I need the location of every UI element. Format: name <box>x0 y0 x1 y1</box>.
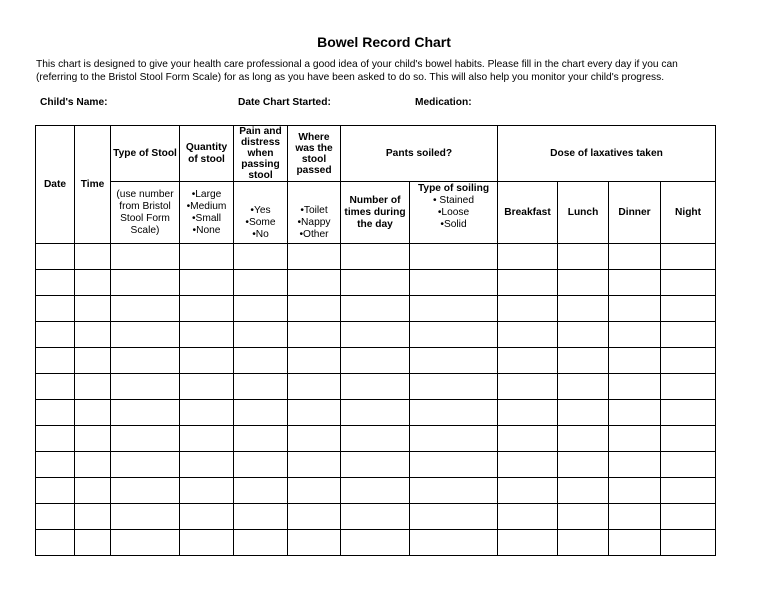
entry-cell[interactable] <box>36 478 75 504</box>
entry-cell[interactable] <box>609 504 661 530</box>
header-row-2 <box>36 182 716 244</box>
entry-cell[interactable] <box>558 322 609 348</box>
entry-cell[interactable] <box>498 530 558 556</box>
entry-cell[interactable] <box>234 400 288 426</box>
entry-cell[interactable] <box>111 504 180 530</box>
table-row <box>36 374 716 400</box>
entry-cell[interactable] <box>75 400 111 426</box>
table-row <box>36 426 716 452</box>
pain-option: •Yes <box>250 205 271 216</box>
entry-cell[interactable] <box>410 478 498 504</box>
entry-cell[interactable] <box>75 244 111 270</box>
entry-cell[interactable] <box>609 426 661 452</box>
header-pants-soiled: Pants soiled? <box>341 126 498 182</box>
entry-cell[interactable] <box>609 244 661 270</box>
entry-cell[interactable] <box>234 504 288 530</box>
soiling-option: •Loose <box>437 207 470 218</box>
entry-cell[interactable] <box>498 452 558 478</box>
entry-cell[interactable] <box>111 348 180 374</box>
where-option: •Toilet <box>300 205 328 216</box>
entry-cell[interactable] <box>341 530 410 556</box>
entry-cell[interactable] <box>36 400 75 426</box>
entry-cell[interactable] <box>234 348 288 374</box>
entry-cell[interactable] <box>288 400 341 426</box>
entry-cell[interactable] <box>75 504 111 530</box>
table-row <box>36 400 716 426</box>
header-type-of-stool: Type of Stool <box>111 126 180 182</box>
table-row <box>36 296 716 322</box>
entry-cell[interactable] <box>36 348 75 374</box>
entry-cell[interactable] <box>498 322 558 348</box>
type-note: (use number from Bristol Stool Form Scale) <box>111 182 180 244</box>
entry-cell[interactable] <box>341 478 410 504</box>
quantity-options <box>180 182 234 244</box>
entry-cell[interactable] <box>609 296 661 322</box>
entry-cell[interactable] <box>288 244 341 270</box>
entry-cell[interactable] <box>75 426 111 452</box>
entry-cell[interactable] <box>288 374 341 400</box>
pain-option: •Some <box>245 217 276 228</box>
entry-cell[interactable] <box>410 426 498 452</box>
entry-cell[interactable] <box>558 530 609 556</box>
entry-cell[interactable] <box>661 478 716 504</box>
entry-cell[interactable] <box>111 374 180 400</box>
entry-cell[interactable] <box>609 374 661 400</box>
entry-cell[interactable] <box>180 348 234 374</box>
entry-cell[interactable] <box>180 504 234 530</box>
entry-cell[interactable] <box>111 478 180 504</box>
entry-cell[interactable] <box>410 452 498 478</box>
header-row-1 <box>36 126 716 182</box>
entry-cell[interactable] <box>234 374 288 400</box>
entry-cell[interactable] <box>111 400 180 426</box>
entry-cell[interactable] <box>111 530 180 556</box>
entry-cell[interactable] <box>288 296 341 322</box>
entry-cell[interactable] <box>609 478 661 504</box>
entry-cell[interactable] <box>234 296 288 322</box>
entry-cell[interactable] <box>180 296 234 322</box>
entry-cell[interactable] <box>410 322 498 348</box>
entry-cell[interactable] <box>75 452 111 478</box>
entry-cell[interactable] <box>341 244 410 270</box>
entry-cell[interactable] <box>111 322 180 348</box>
entry-cell[interactable] <box>410 374 498 400</box>
entry-cell[interactable] <box>661 374 716 400</box>
entry-cell[interactable] <box>288 452 341 478</box>
entry-cell[interactable] <box>288 504 341 530</box>
header-where: Where was the stool passed <box>288 126 341 182</box>
entry-cell[interactable] <box>36 322 75 348</box>
table-row <box>36 478 716 504</box>
entry-cell[interactable] <box>75 530 111 556</box>
quantity-option: •Small <box>191 212 222 224</box>
entry-cell[interactable] <box>410 244 498 270</box>
medication-label: Medication: <box>415 97 472 108</box>
quantity-option: •None <box>192 224 221 236</box>
header-lunch: Lunch <box>558 182 609 244</box>
where-options <box>288 182 341 244</box>
entry-cell[interactable] <box>234 478 288 504</box>
entry-cell[interactable] <box>75 296 111 322</box>
entry-cell[interactable] <box>609 530 661 556</box>
header-times-per-day: Number of times during the day <box>341 182 410 244</box>
entry-cell[interactable] <box>180 322 234 348</box>
entry-cell[interactable] <box>558 478 609 504</box>
entry-cell[interactable] <box>661 244 716 270</box>
entry-cell[interactable] <box>234 322 288 348</box>
entry-cell[interactable] <box>661 400 716 426</box>
entry-cell[interactable] <box>288 478 341 504</box>
entry-cell[interactable] <box>111 452 180 478</box>
header-soiling-type: Type of soiling <box>417 183 490 194</box>
entry-cell[interactable] <box>558 452 609 478</box>
entry-cell[interactable] <box>234 270 288 296</box>
entry-cell[interactable] <box>341 374 410 400</box>
entry-cell[interactable] <box>36 504 75 530</box>
soiling-option: •Solid <box>440 219 467 230</box>
entry-cell[interactable] <box>234 530 288 556</box>
entry-cell[interactable] <box>410 270 498 296</box>
child-name-label: Child's Name: <box>40 97 108 108</box>
pain-options <box>234 182 288 244</box>
entry-cell[interactable] <box>661 322 716 348</box>
entry-cell[interactable] <box>75 322 111 348</box>
entry-cell[interactable] <box>661 348 716 374</box>
entry-cell[interactable] <box>234 426 288 452</box>
entry-cell[interactable] <box>661 452 716 478</box>
entry-cell[interactable] <box>498 478 558 504</box>
table-body <box>36 244 716 556</box>
header-laxatives: Dose of laxatives taken <box>498 126 716 182</box>
entry-cell[interactable] <box>111 244 180 270</box>
entry-cell[interactable] <box>558 296 609 322</box>
entry-cell[interactable] <box>558 348 609 374</box>
entry-cell[interactable] <box>498 244 558 270</box>
entry-cell[interactable] <box>180 452 234 478</box>
entry-cell[interactable] <box>75 478 111 504</box>
entry-cell[interactable] <box>341 348 410 374</box>
entry-cell[interactable] <box>180 374 234 400</box>
entry-cell[interactable] <box>609 322 661 348</box>
table-row <box>36 322 716 348</box>
entry-cell[interactable] <box>341 296 410 322</box>
entry-cell[interactable] <box>558 270 609 296</box>
entry-cell[interactable] <box>661 270 716 296</box>
entry-cell[interactable] <box>180 244 234 270</box>
entry-cell[interactable] <box>410 530 498 556</box>
entry-cell[interactable] <box>75 348 111 374</box>
entry-cell[interactable] <box>341 426 410 452</box>
entry-cell[interactable] <box>180 270 234 296</box>
quantity-option: •Medium <box>186 200 227 212</box>
header-breakfast: Breakfast <box>498 182 558 244</box>
entry-cell[interactable] <box>180 400 234 426</box>
entry-cell[interactable] <box>36 374 75 400</box>
entry-cell[interactable] <box>410 400 498 426</box>
entry-cell[interactable] <box>288 322 341 348</box>
header-dinner: Dinner <box>609 182 661 244</box>
entry-cell[interactable] <box>609 348 661 374</box>
entry-cell[interactable] <box>75 374 111 400</box>
quantity-option: •Large <box>191 188 222 200</box>
pain-option: •No <box>252 229 269 240</box>
intro-line-2: (referring to the Bristol Stool Form Scale) for as long as you have been asked to do so. This will also help you monitor your child's progress. <box>36 72 665 83</box>
intro-line-1: This chart is designed to give your health care professional a good idea of your child's bowel habits. Please fill in the chart every day if you can <box>36 59 678 70</box>
entry-cell[interactable] <box>180 530 234 556</box>
entry-cell[interactable] <box>661 296 716 322</box>
entry-cell[interactable] <box>558 244 609 270</box>
entry-cell[interactable] <box>661 504 716 530</box>
entry-cell[interactable] <box>558 504 609 530</box>
header-pain: Pain and distress when passing stool <box>234 126 288 182</box>
entry-cell[interactable] <box>341 400 410 426</box>
entry-cell[interactable] <box>341 270 410 296</box>
entry-cell[interactable] <box>498 426 558 452</box>
entry-cell[interactable] <box>288 426 341 452</box>
entry-cell[interactable] <box>234 244 288 270</box>
entry-cell[interactable] <box>498 504 558 530</box>
table-row <box>36 530 716 556</box>
page-title: Bowel Record Chart <box>317 34 451 50</box>
soiling-options <box>410 182 498 244</box>
where-option: •Other <box>299 229 329 240</box>
entry-cell[interactable] <box>111 426 180 452</box>
entry-cell[interactable] <box>36 270 75 296</box>
entry-cell[interactable] <box>36 244 75 270</box>
entry-cell[interactable] <box>661 426 716 452</box>
entry-cell[interactable] <box>498 348 558 374</box>
entry-cell[interactable] <box>558 426 609 452</box>
entry-cell[interactable] <box>498 296 558 322</box>
entry-cell[interactable] <box>288 530 341 556</box>
entry-cell[interactable] <box>341 322 410 348</box>
entry-cell[interactable] <box>558 400 609 426</box>
entry-cell[interactable] <box>558 374 609 400</box>
header-night: Night <box>661 182 716 244</box>
entry-cell[interactable] <box>341 452 410 478</box>
entry-cell[interactable] <box>498 374 558 400</box>
entry-cell[interactable] <box>180 478 234 504</box>
entry-cell[interactable] <box>234 452 288 478</box>
bowel-record-table <box>35 125 716 556</box>
entry-cell[interactable] <box>36 452 75 478</box>
table-row <box>36 270 716 296</box>
table-row <box>36 244 716 270</box>
where-option: •Nappy <box>297 217 331 228</box>
soiling-option: • Stained <box>433 195 474 206</box>
entry-cell[interactable] <box>36 426 75 452</box>
header-time: Time <box>75 126 111 244</box>
entry-cell[interactable] <box>661 530 716 556</box>
entry-cell[interactable] <box>288 348 341 374</box>
intro-text <box>36 58 736 84</box>
entry-cell[interactable] <box>36 296 75 322</box>
entry-cell[interactable] <box>111 296 180 322</box>
entry-cell[interactable] <box>498 270 558 296</box>
entry-cell[interactable] <box>410 296 498 322</box>
table-row <box>36 504 716 530</box>
entry-cell[interactable] <box>609 452 661 478</box>
entry-cell[interactable] <box>609 400 661 426</box>
entry-cell[interactable] <box>341 504 410 530</box>
entry-cell[interactable] <box>609 270 661 296</box>
entry-cell[interactable] <box>288 270 341 296</box>
entry-cell[interactable] <box>111 270 180 296</box>
header-quantity: Quantity of stool <box>180 126 234 182</box>
entry-cell[interactable] <box>75 270 111 296</box>
entry-cell[interactable] <box>180 426 234 452</box>
entry-cell[interactable] <box>410 504 498 530</box>
date-started-label: Date Chart Started: <box>238 97 331 108</box>
entry-cell[interactable] <box>36 530 75 556</box>
table-row <box>36 348 716 374</box>
header-date: Date <box>36 126 75 244</box>
entry-cell[interactable] <box>410 348 498 374</box>
entry-cell[interactable] <box>498 400 558 426</box>
table-row <box>36 452 716 478</box>
